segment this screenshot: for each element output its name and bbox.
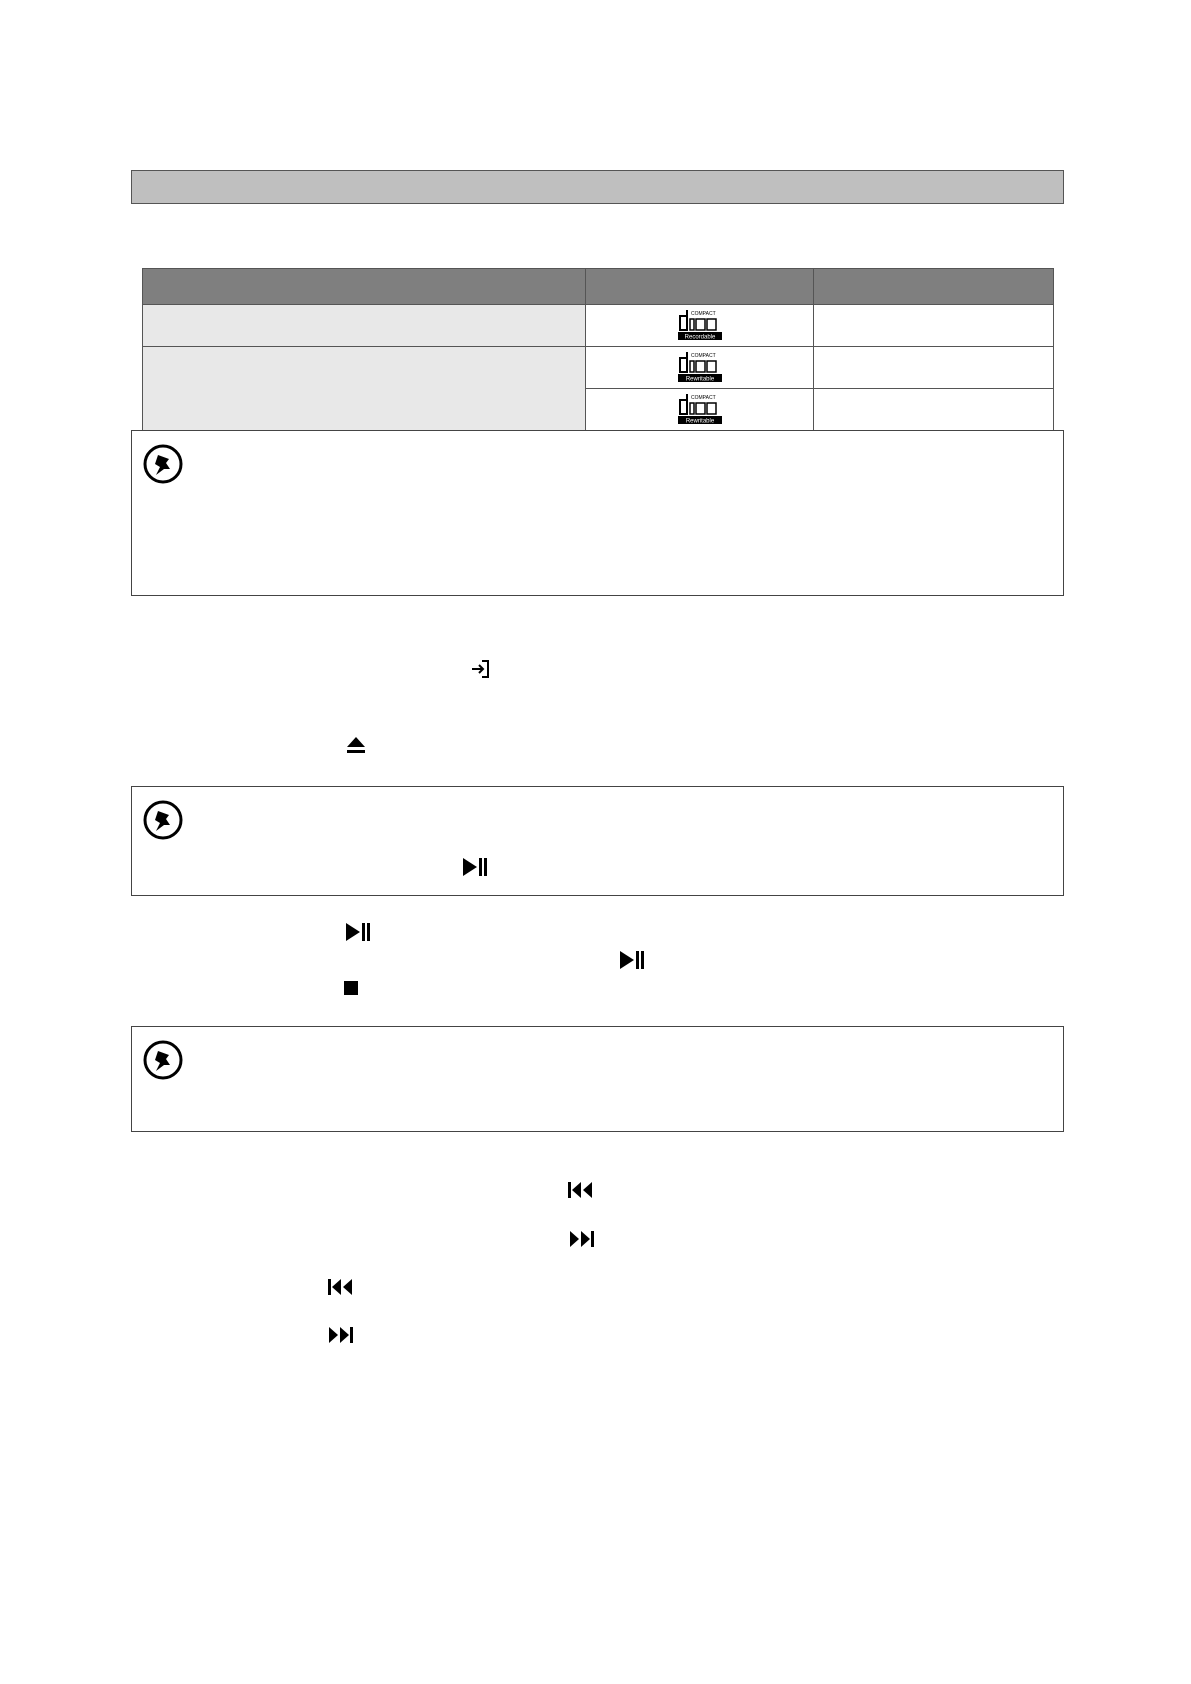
- logo-cell: [586, 347, 814, 389]
- note-box: [131, 430, 1064, 596]
- notes-cell: [814, 347, 1054, 389]
- logo-top-text: COMPACT: [690, 352, 716, 359]
- note-box: [131, 1026, 1064, 1132]
- skip-previous-icon: [567, 1181, 595, 1199]
- logo-top-text: COMPACT: [690, 310, 716, 317]
- section-header-bar: [131, 170, 1064, 204]
- logo-cell: [586, 305, 814, 347]
- table-header-row: [143, 269, 1054, 305]
- table-header-disc-type: [143, 269, 586, 305]
- logo-sub-text: Recordable: [684, 334, 715, 340]
- disc-type-cell: [143, 305, 586, 347]
- table-row: [143, 305, 1054, 347]
- play-pause-icon: [344, 922, 372, 942]
- note-box: [131, 786, 1064, 896]
- logo-sub-text: Rewritable: [685, 376, 714, 382]
- disc-type-cell: [143, 347, 586, 431]
- pushpin-icon: [142, 443, 184, 485]
- notes-cell: [814, 305, 1054, 347]
- skip-next-icon: [568, 1230, 596, 1248]
- play-pause-icon: [618, 950, 646, 970]
- cd-rewritable-logo: [676, 352, 724, 384]
- table-header-notes: [814, 269, 1054, 305]
- pushpin-icon: [142, 799, 184, 841]
- skip-next-icon: [327, 1326, 355, 1344]
- play-pause-icon: [461, 857, 489, 877]
- skip-previous-icon: [327, 1278, 355, 1296]
- table-row: [143, 347, 1054, 389]
- logo-top-text: COMPACT: [690, 394, 716, 401]
- table-header-logo: [586, 269, 814, 305]
- eject-icon: [345, 735, 367, 755]
- stop-icon: [343, 980, 359, 996]
- cd-recordable-logo: [676, 310, 724, 342]
- disc-compatibility-table: [142, 268, 1054, 431]
- notes-cell: [814, 389, 1054, 431]
- pushpin-icon: [142, 1039, 184, 1081]
- cd-rewritable-logo: [676, 394, 724, 426]
- logo-cell: [586, 389, 814, 431]
- input-source-icon: [469, 658, 491, 680]
- logo-sub-text: Rewritable: [685, 418, 714, 424]
